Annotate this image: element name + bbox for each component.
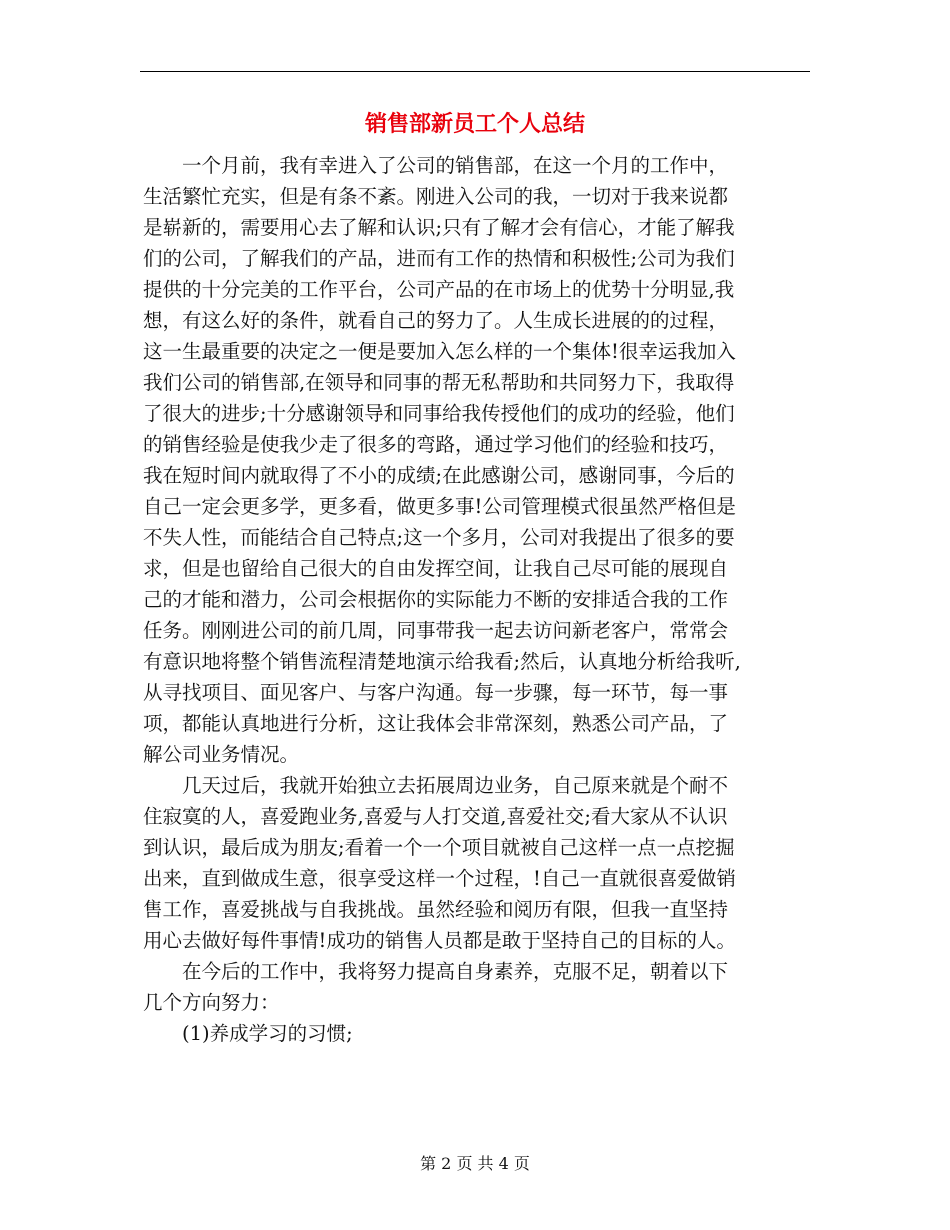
text-line: 任务。刚刚进公司的前几周，同事带我一起去访问新老客户，常常会 (143, 619, 729, 642)
text-line: 生活繁忙充实，但是有条不紊。刚进入公司的我，一切对于我来说都 (143, 185, 729, 208)
text-line: 一个月前，我有幸进入了公司的销售部，在这一个月的工作中， (143, 154, 729, 177)
text-line: 提供的十分完美的工作平台，公司产品的在市场上的优势十分明显,我 (143, 278, 735, 301)
text-line: 这一生最重要的决定之一便是要加入怎么样的一个集体!很幸运我加入 (143, 340, 736, 363)
text-line: 有意识地将整个销售流程清楚地演示给我看;然后，认真地分析给我听, (143, 650, 741, 673)
text-line: 不失人性，而能结合自己特点;这一个多月，公司对我提出了很多的要 (143, 526, 735, 549)
text-line: 从寻找项目、面见客户、与客户沟通。每一步骤，每一环节，每一事 (143, 681, 729, 704)
text-line: 是崭新的，需要用心去了解和认识;只有了解才会有信心，才能了解我 (143, 216, 735, 239)
text-line: 用心去做好每件事情!成功的销售人员都是敢于坚持自己的目标的人。 (143, 929, 736, 952)
text-line: 几天过后，我就开始独立去拓展周边业务，自己原来就是个耐不 (143, 774, 729, 797)
text-line: 售工作，喜爱挑战与自我挑战。虽然经验和阅历有限，但我一直坚持 (143, 898, 729, 921)
text-line: 住寂寞的人，喜爱跑业务,喜爱与人打交道,喜爱社交;看大家从不认识 (143, 805, 728, 828)
text-line: (1)养成学习的习惯; (143, 1022, 353, 1045)
text-line: 想，有这么好的条件，就看自己的努力了。人生成长进展的的过程， (143, 309, 729, 332)
text-line: 自己一定会更多学，更多看，做更多事!公司管理模式很虽然严格但是 (143, 495, 736, 518)
document-body (143, 150, 813, 1049)
text-line: 我在短时间内就取得了不小的成绩;在此感谢公司，感谢同事，今后的 (143, 464, 735, 487)
text-line: 了很大的进步;十分感谢领导和同事给我传授他们的成功的经验，他们 (143, 402, 735, 425)
text-line: 的销售经验是使我少走了很多的弯路，通过学习他们的经验和技巧， (143, 433, 729, 456)
text-line: 项，都能认真地进行分析，这让我体会非常深刻，熟悉公司产品，了 (143, 712, 729, 735)
page-number-footer: 第 2 页 共 4 页 (420, 1154, 530, 1173)
text-line: 出来，直到做成生意，很享受这样一个过程，!自己一直就很喜爱做销 (143, 867, 736, 890)
text-line: 到认识，最后成为朋友;看着一个一个项目就被自己这样一点一点挖掘 (143, 836, 735, 859)
text-line: 我们公司的销售部,在领导和同事的帮无私帮助和共同努力下，我取得 (143, 371, 735, 394)
text-line: 求，但是也留给自己很大的自由发挥空间，让我自己尽可能的展现自 (143, 557, 729, 580)
text-line: 己的才能和潜力，公司会根据你的实际能力不断的安排适合我的工作 (143, 588, 729, 611)
header-rule (140, 71, 810, 72)
text-line: 解公司业务情况。 (143, 743, 300, 766)
text-line: 们的公司，了解我们的产品，进而有工作的热情和积极性;公司为我们 (143, 247, 735, 270)
text-line: 几个方向努力： (143, 991, 280, 1014)
document-title: 销售部新员工个人总结 (364, 112, 585, 137)
text-line: 在今后的工作中，我将努力提高自身素养，克服不足，朝着以下 (143, 960, 729, 983)
